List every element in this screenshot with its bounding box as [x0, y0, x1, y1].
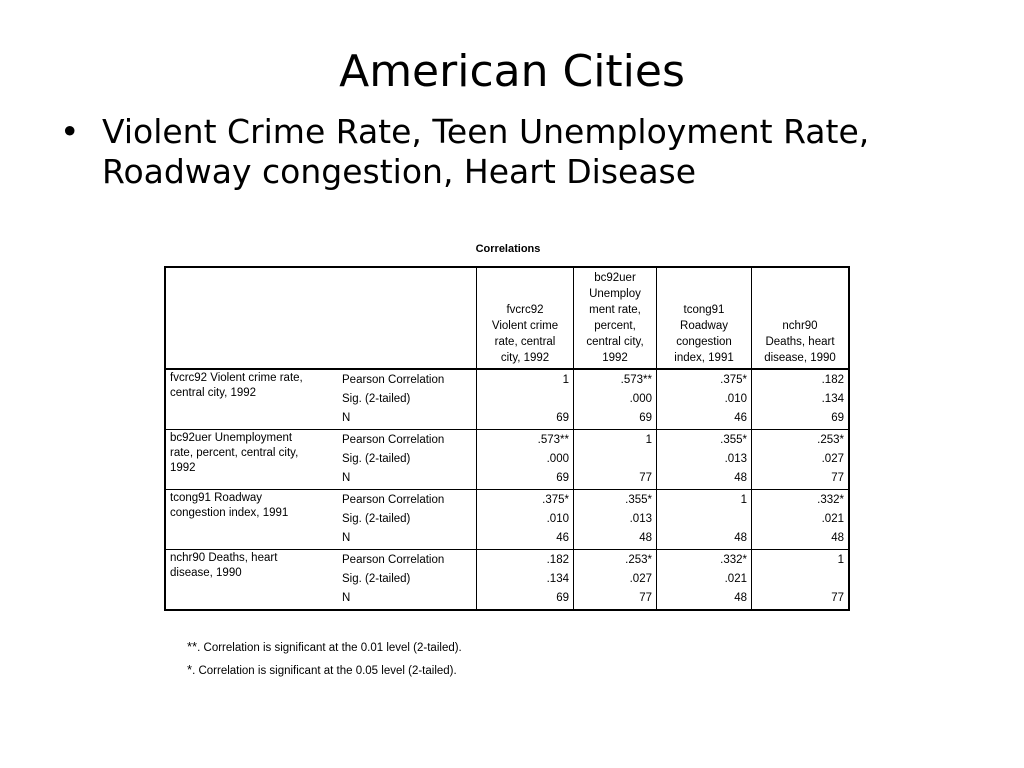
value-sig: .013: [629, 513, 652, 525]
value-pearson: .182: [821, 374, 844, 386]
value-sig: .010: [546, 513, 569, 525]
column-header-line: percent,: [594, 320, 636, 332]
value-pearson: .253*: [817, 434, 844, 446]
value-cell: [477, 430, 574, 490]
stat-label: Sig. (2-tailed): [342, 573, 411, 585]
stat-label: Pearson Correlation: [342, 434, 445, 446]
row-stat-labels: [338, 369, 477, 430]
row-variable-line: disease, 1990: [170, 567, 242, 579]
value-n: 77: [831, 592, 844, 604]
bullet-line-1: Violent Crime Rate, Teen Unemployment Rate,: [102, 112, 870, 151]
slide-title: American Cities: [339, 46, 685, 97]
value-n: 48: [734, 532, 747, 544]
row-variable-line: nchr90 Deaths, heart: [170, 552, 278, 564]
column-header-line: city, 1992: [500, 352, 550, 364]
row-stat-labels: [338, 490, 477, 550]
bullet-dot-icon: •: [60, 112, 80, 151]
column-header-line: fvcrc92: [506, 304, 544, 316]
value-cell: [657, 369, 752, 430]
value-sig: [578, 450, 652, 469]
table-row: [165, 490, 849, 550]
value-sig: .021: [724, 573, 747, 585]
row-variable-label: [165, 550, 338, 611]
value-cell: [752, 430, 850, 490]
correlations-table: [164, 266, 850, 611]
value-sig: .021: [821, 513, 844, 525]
value-pearson: 1: [837, 554, 844, 566]
value-sig: [756, 570, 844, 589]
column-header: [574, 267, 657, 369]
bullet-item: [102, 112, 990, 192]
value-sig: .000: [629, 393, 652, 405]
stat-label: N: [342, 412, 351, 424]
value-sig: .027: [629, 573, 652, 585]
value-sig: .134: [546, 573, 569, 585]
value-cell: [574, 550, 657, 611]
header-corner: [165, 267, 477, 369]
value-sig: .013: [724, 453, 747, 465]
value-cell: [657, 550, 752, 611]
row-variable-line: 1992: [170, 462, 196, 474]
column-header-line: congestion: [676, 336, 732, 348]
row-variable-line: tcong91 Roadway: [170, 492, 263, 504]
row-variable-line: central city, 1992: [170, 387, 257, 399]
row-variable-line: bc92uer Unemployment: [170, 432, 293, 444]
value-n: 69: [556, 412, 569, 424]
value-pearson: .375*: [542, 494, 569, 506]
column-header-line: 1992: [602, 352, 628, 364]
value-n: 48: [734, 592, 747, 604]
value-sig: .010: [724, 393, 747, 405]
row-variable-label: [165, 369, 338, 430]
column-header-line: Roadway: [680, 320, 728, 332]
column-header-line: index, 1991: [674, 352, 734, 364]
value-pearson: .573**: [537, 434, 569, 446]
value-cell: [574, 490, 657, 550]
table-row: [165, 430, 849, 490]
value-pearson: .332*: [817, 494, 844, 506]
value-cell: [752, 369, 850, 430]
value-pearson: .375*: [720, 374, 747, 386]
table-row: [165, 369, 849, 430]
stat-label: Pearson Correlation: [342, 374, 445, 386]
row-variable-line: fvcrc92 Violent crime rate,: [170, 372, 303, 384]
bullet-line-2: Roadway congestion, Heart Disease: [102, 152, 697, 191]
column-header: [752, 267, 850, 369]
table-footnotes: [187, 636, 462, 682]
column-header-line: Unemploy: [589, 288, 641, 300]
stat-label: Pearson Correlation: [342, 494, 445, 506]
column-header-line: tcong91: [683, 304, 725, 316]
column-header: [657, 267, 752, 369]
row-variable-line: congestion index, 1991: [170, 507, 289, 519]
value-cell: [574, 369, 657, 430]
value-cell: [477, 490, 574, 550]
value-n: 69: [556, 472, 569, 484]
value-n: 77: [831, 472, 844, 484]
column-header: [477, 267, 574, 369]
row-variable-label: [165, 430, 338, 490]
column-header-line: rate, central: [494, 336, 556, 348]
stat-label: N: [342, 472, 351, 484]
value-pearson: 1: [740, 494, 747, 506]
header-row: [165, 267, 849, 369]
footnote-001: **. Correlation is significant at the 0.01 level (2-tailed).: [187, 639, 462, 654]
value-cell: [657, 430, 752, 490]
bullet-list: [60, 112, 990, 192]
stat-label: N: [342, 592, 351, 604]
column-header-line: ment rate,: [589, 304, 641, 316]
value-pearson: 1: [645, 434, 652, 446]
value-sig: [661, 510, 747, 529]
stat-label: Sig. (2-tailed): [342, 453, 411, 465]
row-stat-labels: [338, 550, 477, 611]
column-header-line: Deaths, heart: [765, 336, 835, 348]
value-n: 48: [639, 532, 652, 544]
footnote-005: *. Correlation is significant at the 0.05 level (2-tailed).: [187, 662, 457, 677]
value-n: 48: [831, 532, 844, 544]
value-n: 48: [734, 472, 747, 484]
value-pearson: 1: [562, 374, 569, 386]
stat-label: Pearson Correlation: [342, 554, 445, 566]
value-pearson: .355*: [720, 434, 747, 446]
value-sig: .027: [821, 453, 844, 465]
value-cell: [752, 550, 850, 611]
column-header-line: nchr90: [782, 320, 818, 332]
column-header-line: bc92uer: [594, 272, 636, 284]
value-cell: [477, 369, 574, 430]
value-cell: [657, 490, 752, 550]
row-stat-labels: [338, 430, 477, 490]
value-n: 69: [831, 412, 844, 424]
column-header-line: disease, 1990: [764, 352, 836, 364]
value-sig: [481, 390, 569, 409]
value-pearson: .355*: [625, 494, 652, 506]
value-pearson: .573**: [620, 374, 652, 386]
table-row: [165, 550, 849, 611]
stat-label: N: [342, 532, 351, 544]
value-sig: .000: [546, 453, 569, 465]
value-n: 69: [639, 412, 652, 424]
value-pearson: .253*: [625, 554, 652, 566]
stat-label: Sig. (2-tailed): [342, 513, 411, 525]
column-header-line: central city,: [586, 336, 644, 348]
value-pearson: .182: [546, 554, 569, 566]
value-n: 69: [556, 592, 569, 604]
value-sig: .134: [821, 393, 844, 405]
value-cell: [752, 490, 850, 550]
value-n: 46: [734, 412, 747, 424]
column-header-line: Violent crime: [491, 320, 559, 332]
value-cell: [574, 430, 657, 490]
stat-label: Sig. (2-tailed): [342, 393, 411, 405]
row-variable-label: [165, 490, 338, 550]
value-n: 77: [639, 592, 652, 604]
value-n: 46: [556, 532, 569, 544]
value-pearson: .332*: [720, 554, 747, 566]
row-variable-line: rate, percent, central city,: [170, 447, 299, 459]
value-cell: [477, 550, 574, 611]
value-n: 77: [639, 472, 652, 484]
table-caption: Correlations: [475, 243, 541, 255]
